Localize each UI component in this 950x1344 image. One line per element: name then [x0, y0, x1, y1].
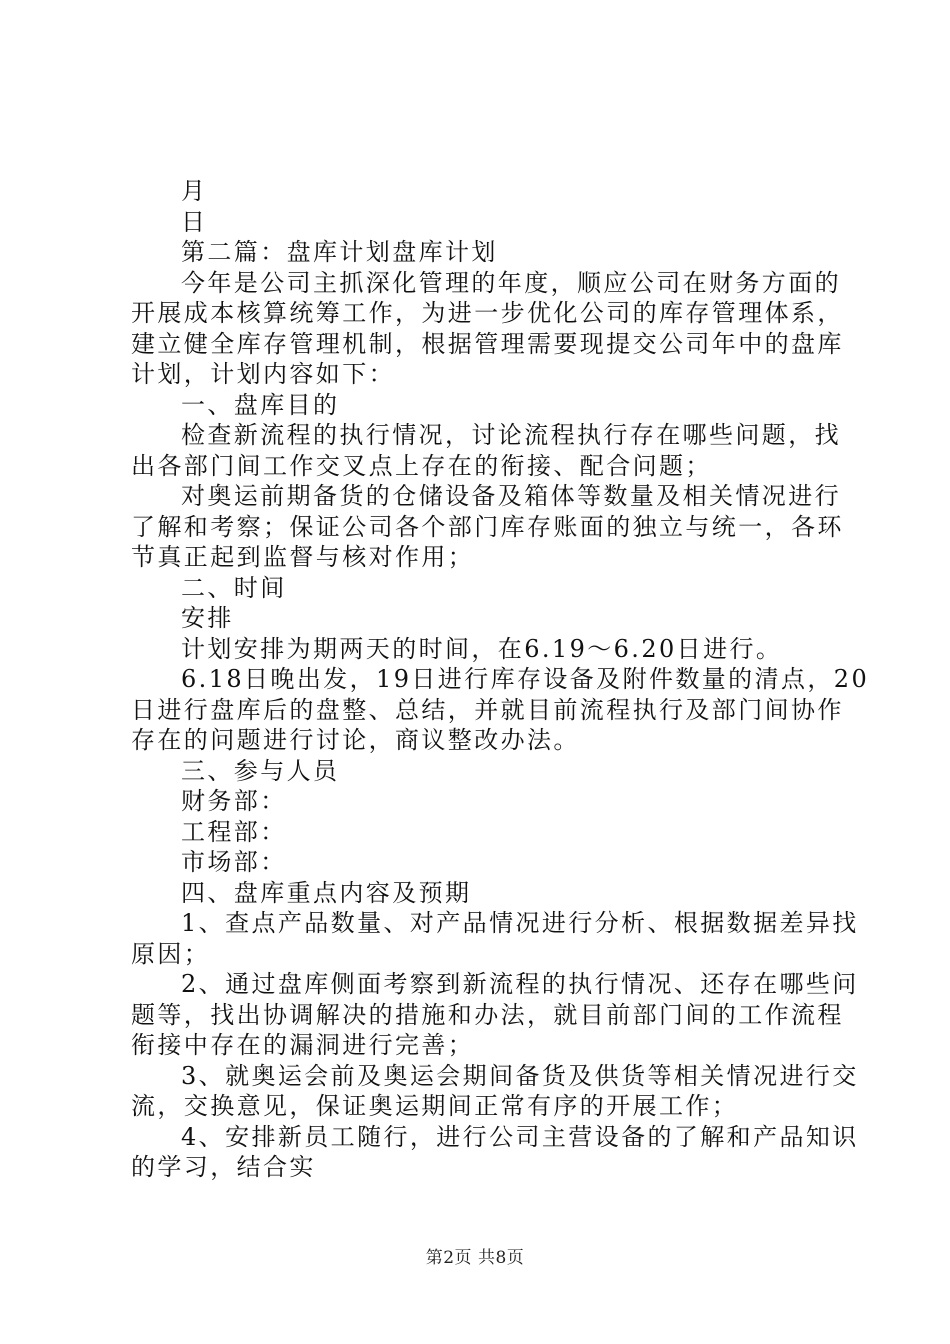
text-line: 月 [181, 177, 208, 205]
text-line: 财务部： [181, 787, 287, 815]
text-line: 今年是公司主抓深化管理的年度，顺应公司在财务方面的 [181, 268, 841, 297]
text-line: 6.18日晚出发，19日进行库存设备及附件数量的清点，20 [181, 665, 870, 693]
text-line: 计划，计划内容如下： [131, 360, 395, 388]
document-body [131, 176, 870, 1183]
text-line: 的学习，结合实 [131, 1153, 316, 1181]
text-line: 原因； [131, 939, 211, 968]
text-line: 衔接中存在的漏洞进行完善； [131, 1031, 475, 1059]
section-heading: 四、盘库重点内容及预期 [181, 878, 472, 907]
text-line: 4、安排新员工随行，进行公司主营设备的了解和产品知识 [181, 1122, 859, 1151]
text-line: 3、就奥运会前及奥运会期间备货及供货等相关情况进行交 [181, 1061, 859, 1090]
text-line: 建立健全库存管理机制，根据管理需要现提交公司年中的盘库 [131, 329, 844, 358]
text-line: 安排 [181, 604, 234, 632]
text-line: 工程部： [181, 817, 287, 846]
text-line: 日 [181, 207, 208, 236]
text-line: 检查新流程的执行情况，讨论流程执行存在哪些问题，找 [181, 421, 841, 449]
text-line: 日进行盘库后的盘整、总结，并就目前流程执行及部门间协作 [131, 695, 844, 724]
text-line: 流，交换意见，保证奥运期间正常有序的开展工作； [131, 1092, 739, 1120]
section-heading: 一、盘库目的 [181, 390, 340, 419]
section-heading: 三、参与人员 [181, 756, 340, 785]
section-heading: 二、时间 [181, 573, 287, 602]
text-line: 市场部： [181, 848, 287, 876]
text-line: 题等，找出协调解决的措施和办法，就目前部门间的工作流程 [131, 1000, 844, 1029]
page-number-footer: 第2页 共8页 [425, 1248, 525, 1268]
text-line: 出各部门间工作交叉点上存在的衔接、配合问题； [131, 451, 712, 480]
text-line: 1、查点产品数量、对产品情况进行分析、根据数据差异找 [181, 909, 859, 937]
text-line: 计划安排为期两天的时间，在6.19～6.20日进行。 [181, 634, 783, 663]
section-heading: 第二篇：盘库计划盘库计划 [181, 238, 498, 266]
text-line: 开展成本核算统筹工作，为进一步优化公司的库存管理体系， [131, 299, 844, 327]
text-line: 对奥运前期备货的仓储设备及箱体等数量及相关情况进行 [181, 482, 841, 510]
text-line: 2、通过盘库侧面考察到新流程的执行情况、还存在哪些问 [181, 970, 859, 998]
text-line: 了解和考察；保证公司各个部门库存账面的独立与统一，各环 [131, 512, 844, 541]
text-line: 节真正起到监督与核对作用； [131, 543, 475, 571]
text-line: 存在的问题进行讨论，商议整改办法。 [131, 726, 580, 754]
